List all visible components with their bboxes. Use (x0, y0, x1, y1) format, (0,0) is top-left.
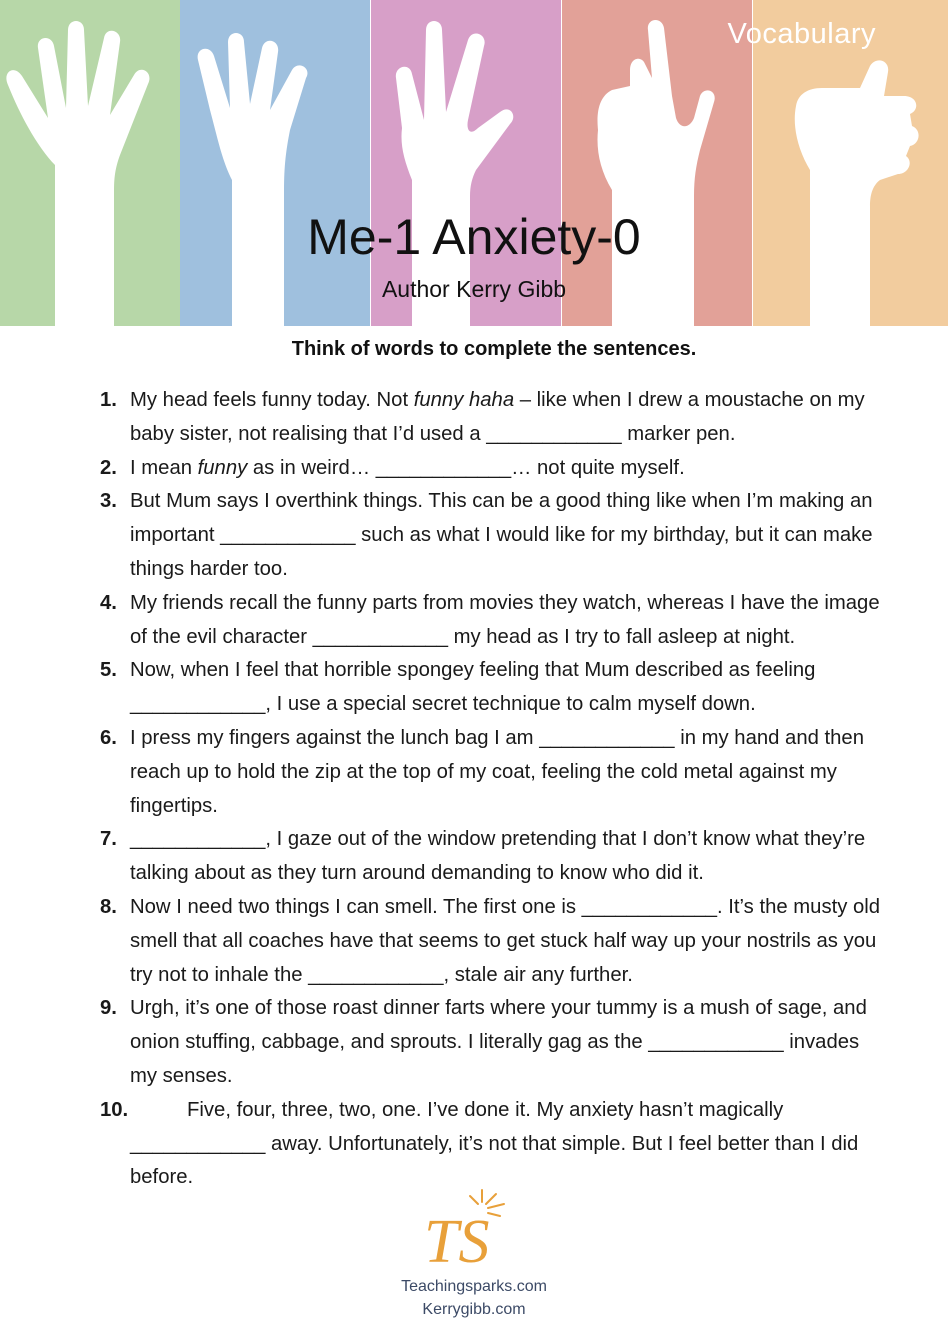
list-item (100, 452, 890, 486)
question-number: 9. (100, 997, 117, 1020)
list-item (100, 992, 890, 1093)
list-item (100, 891, 890, 992)
question-number: 4. (100, 591, 117, 614)
list-item (100, 654, 890, 722)
question-text: Urgh, it’s one of those roast dinner farts where your tummy is a mush of sage, and onion stuffing, cabbage, and sprouts. I literally gag as the ____________ invades my senses. (130, 997, 873, 1087)
question-text: Five, four, three, two, one. I’ve done it. My anxiety hasn’t magically ____________ away. Unfortunately, it’s not that simple. But I feel better than I did before. (130, 1098, 864, 1189)
question-text: I mean funny as in weird… ____________… not quite myself. (130, 456, 685, 479)
question-text: Now, when I feel that horrible spongey feeling that Mum described as feeling ____________, I use a special secret technique to calm myself down. (130, 659, 822, 716)
question-list (100, 384, 890, 1195)
question-text: My friends recall the funny parts from movies they watch, whereas I have the image of the evil character ____________ my head as I try to fall asleep at night. (130, 591, 886, 648)
teaching-sparks-logo-icon (420, 1188, 520, 1274)
footer-website-1[interactable]: Teachingsparks.com (401, 1278, 547, 1295)
list-item (100, 485, 890, 586)
list-item (100, 823, 890, 891)
question-number: 10. (100, 1098, 129, 1121)
list-item (100, 722, 890, 823)
author-line: Author Kerry Gibb (381, 276, 567, 302)
question-number: 7. (100, 828, 117, 851)
question-text: I press my fingers against the lunch bag I am ____________ in my hand and then reach up to hold the zip at the top of my coat, feeling the cold metal against my fingertips. (130, 726, 870, 817)
list-item (100, 1094, 890, 1195)
question-text: ____________, I gaze out of the window pretending that I don’t know what they’re talking about as they turn around demanding to know who did it. (130, 828, 871, 885)
question-number: 5. (100, 659, 117, 682)
question-text: But Mum says I overthink things. This can be a good thing like when I’m making an important ____________ such as what I would like for my birthday, but it can make things harder too. (130, 490, 879, 580)
logo-letters: TS (424, 1208, 490, 1274)
question-number: 6. (100, 726, 117, 749)
question-number: 3. (100, 490, 117, 513)
question-text: Now I need two things I can smell. The first one is ____________. It’s the musty old smell that all coaches have that seems to get stuck half way up your nostrils as you try not to inhale the ____________, stale air any further. (130, 895, 886, 986)
page-title: Me-1 Anxiety-0 (307, 209, 641, 265)
list-item (100, 587, 890, 655)
question-number: 8. (100, 895, 117, 918)
list-item (100, 384, 890, 452)
header-banner (0, 0, 948, 326)
category-label: Vocabulary (727, 18, 876, 50)
question-number: 2. (100, 456, 117, 479)
instruction-heading: Think of words to complete the sentences. (291, 338, 697, 360)
footer-website-2[interactable]: Kerrygibb.com (422, 1301, 526, 1318)
question-number: 1. (100, 389, 117, 411)
question-text: My head feels funny today. Not funny haha – like when I drew a moustache on my baby sister, not realising that I’d used a ____________ marker pen. (130, 389, 871, 445)
